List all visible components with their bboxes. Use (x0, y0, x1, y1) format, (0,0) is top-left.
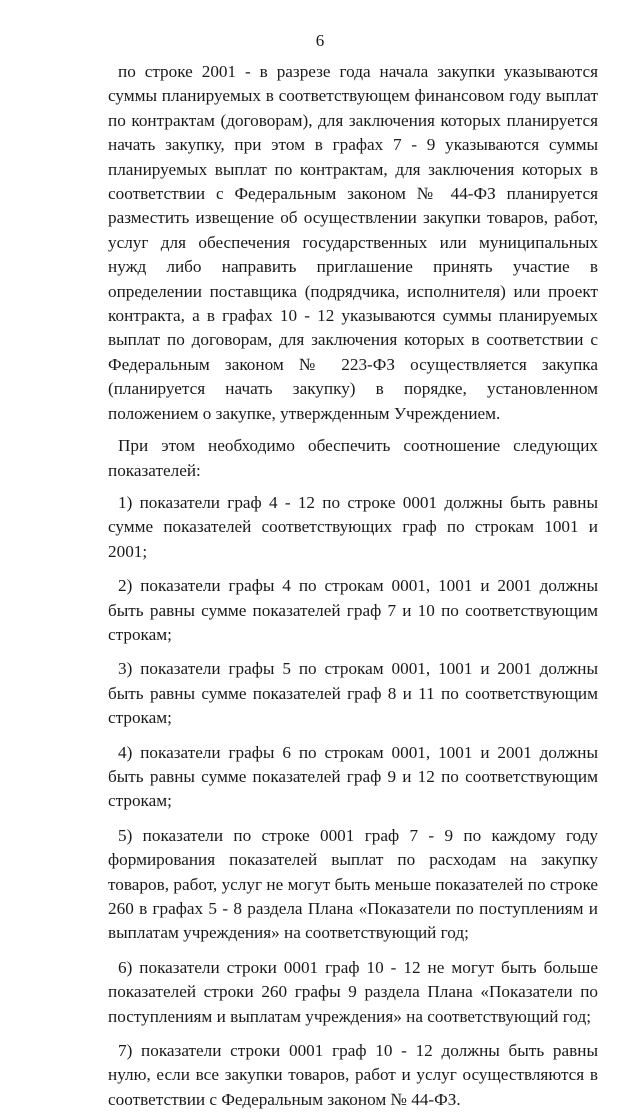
paragraph-rule-2: 2) показатели графы 4 по строкам 0001, 1001 и 2001 должны быть равны сумме показателей граф 7 и 10 по соответствующим строкам; (108, 576, 598, 644)
paragraph-rule-5: 5) показатели по строке 0001 граф 7 - 9 по каждому году формирования показателей выплат по расходам на закупку товаров, работ, услуг не могут быть меньше показателей по строке 260 в графах 5 - 8 раздела Плана «Показатели по поступлениям и выплатам учреждения» на соответствующий год; (108, 825, 598, 943)
paragraph-rule-6: 6) показатели строки 0001 граф 10 - 12 не могут быть больше показателей строки 260 графы 9 раздела Плана «Показатели по поступлениям и выплатам учреждения» на соответствующий год; (108, 957, 598, 1026)
paragraph-ratio-intro: При этом необходимо обеспечить соотношение следующих показателей: (108, 436, 598, 480)
paragraph-rule-3: 3) показатели графы 5 по строкам 0001, 1001 и 2001 должны быть равны сумме показателей граф 8 и 11 по соответствующим строкам; (108, 659, 598, 728)
document-body (108, 60, 598, 1112)
paragraph-rule-7: 7) показатели строки 0001 граф 10 - 12 должны быть равны нулю, если все закупки товаров, работ и услуг осуществляются в соответствии с Федеральным законом № 44-ФЗ. (108, 1041, 598, 1109)
page-number: 6 (315, 31, 325, 50)
paragraph-row-2001: по строке 2001 - в разрезе года начала закупки указываются суммы планируемых в соответствующем финансовом году выплат по контрактам (договорам), для заключения которых планируется начать закупку, при этом в графах 7 - 9 указываются суммы планируемых выплат по контрактам, для заключения которых в соответствии с Федеральным законом № 44-ФЗ планируется разместить извещение об осуществлении закупки товаров, работ, услуг для обеспечения государственных или муниципальных нужд либо направить приглашение принять участие в определении поставщика (подрядчика, исполнителя) или проект контракта, а в графах 10 - 12 указываются суммы планируемых выплат по договорам, для заключения которых в соответствии с Федеральным законом № 223-ФЗ осуществляется закупка (планируется начать закупку) в порядке, установленном положением о закупке, утвержденным Учреждением. (108, 62, 598, 423)
paragraph-rule-4: 4) показатели графы 6 по строкам 0001, 1001 и 2001 должны быть равны сумме показателей граф 9 и 12 по соответствующим строкам; (108, 742, 598, 811)
paragraph-rule-1: 1) показатели граф 4 - 12 по строке 0001 должны быть равны сумме показателей соответствующих граф по строкам 1001 и 2001; (108, 492, 598, 561)
